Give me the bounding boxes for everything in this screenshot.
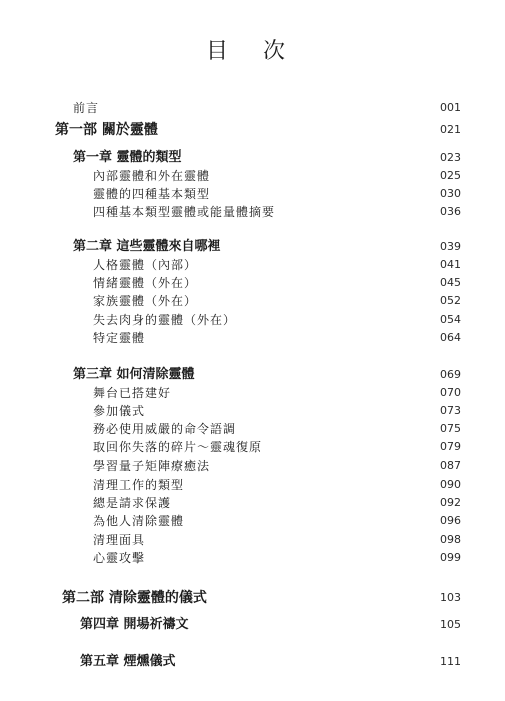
toc-page-number: 023 (440, 151, 461, 164)
toc-entry-row (0, 531, 505, 549)
toc-page-number: 064 (440, 331, 461, 344)
toc-label: 取回你失落的碎片～靈魂復原 (93, 440, 263, 454)
toc-entry-row (0, 311, 505, 329)
toc-entry-row (0, 203, 505, 221)
toc-label: 前言 (73, 101, 100, 115)
toc-page-number: 052 (440, 294, 461, 307)
toc-chapter-row (0, 653, 505, 671)
toc-part-row (0, 121, 505, 139)
toc-label: 清理工作的類型 (93, 478, 185, 492)
toc-page-number: 090 (440, 478, 461, 491)
toc-entry-row (0, 256, 505, 274)
toc-entry-row (0, 274, 505, 292)
toc-entry-row (0, 167, 505, 185)
toc-entry-row (0, 457, 505, 475)
toc-label: 第三章 如何清除靈體 (73, 367, 195, 382)
toc-label: 第一章 靈體的類型 (73, 150, 182, 165)
toc-page-number: 096 (440, 514, 461, 527)
toc-label: 總是請求保護 (93, 496, 172, 510)
toc-label: 務必使用威嚴的命令語調 (93, 422, 237, 436)
toc-label: 第五章 煙燻儀式 (80, 654, 176, 669)
toc-label: 第四章 開場祈禱文 (80, 617, 189, 632)
toc-entry-row (0, 549, 505, 567)
toc-label: 清理面具 (93, 533, 146, 547)
toc-chapter-row (0, 616, 505, 634)
toc-label: 家族靈體（外在） (93, 294, 198, 308)
toc-page-number: 099 (440, 551, 461, 564)
toc-page-number: 025 (440, 169, 461, 182)
toc-entry-row (0, 99, 505, 117)
page-title: 目 次 (206, 39, 299, 64)
toc-part-row (0, 589, 505, 607)
toc-entry-row (0, 512, 505, 530)
toc-chapter-row (0, 238, 505, 256)
toc-entry-row (0, 402, 505, 420)
toc-label: 失去肉身的靈體（外在） (93, 313, 237, 327)
toc-page-number: 054 (440, 313, 461, 326)
toc-page-number: 098 (440, 533, 461, 546)
toc-label: 心靈攻擊 (93, 551, 146, 565)
toc-page-number: 092 (440, 496, 461, 509)
toc-page-number: 001 (440, 101, 461, 114)
toc-label: 參加儀式 (93, 404, 146, 418)
toc-label: 內部靈體和外在靈體 (93, 169, 211, 183)
toc-label: 學習量子矩陣療癒法 (93, 459, 211, 473)
toc-page-number: 087 (440, 459, 461, 472)
toc-entry-row (0, 329, 505, 347)
toc-label: 舞台已搭建好 (93, 386, 172, 400)
toc-page-number: 070 (440, 386, 461, 399)
toc-entry-row (0, 384, 505, 402)
toc-page-number: 073 (440, 404, 461, 417)
toc-label: 靈體的四種基本類型 (93, 187, 211, 201)
toc-page-number: 039 (440, 240, 461, 253)
toc-label: 特定靈體 (93, 331, 146, 345)
toc-page-number: 069 (440, 368, 461, 381)
toc-page-number: 105 (440, 618, 461, 631)
toc-label: 第一部 關於靈體 (55, 122, 158, 138)
toc-label: 四種基本類型靈體或能量體摘要 (93, 205, 276, 219)
toc-page-number: 103 (440, 591, 461, 604)
toc-chapter-row (0, 149, 505, 167)
toc-entry-row (0, 185, 505, 203)
toc-page-number: 021 (440, 123, 461, 136)
toc-chapter-row (0, 366, 505, 384)
toc-page-number: 045 (440, 276, 461, 289)
toc-label: 為他人清除靈體 (93, 514, 185, 528)
toc-page-number: 075 (440, 422, 461, 435)
toc-page-number: 041 (440, 258, 461, 271)
toc-page-number: 079 (440, 440, 461, 453)
toc-entry-row (0, 420, 505, 438)
toc-entry-row (0, 438, 505, 456)
toc-label: 情緒靈體（外在） (93, 276, 198, 290)
toc-label: 第二章 這些靈體來自哪裡 (73, 239, 221, 254)
toc-entry-row (0, 494, 505, 512)
toc-entry-row (0, 292, 505, 310)
toc-entry-row (0, 476, 505, 494)
toc-label: 人格靈體（內部） (93, 258, 198, 272)
toc-page-number: 036 (440, 205, 461, 218)
toc-page-number: 030 (440, 187, 461, 200)
toc-label: 第二部 清除靈體的儀式 (62, 590, 207, 606)
toc-page-number: 111 (440, 655, 461, 668)
